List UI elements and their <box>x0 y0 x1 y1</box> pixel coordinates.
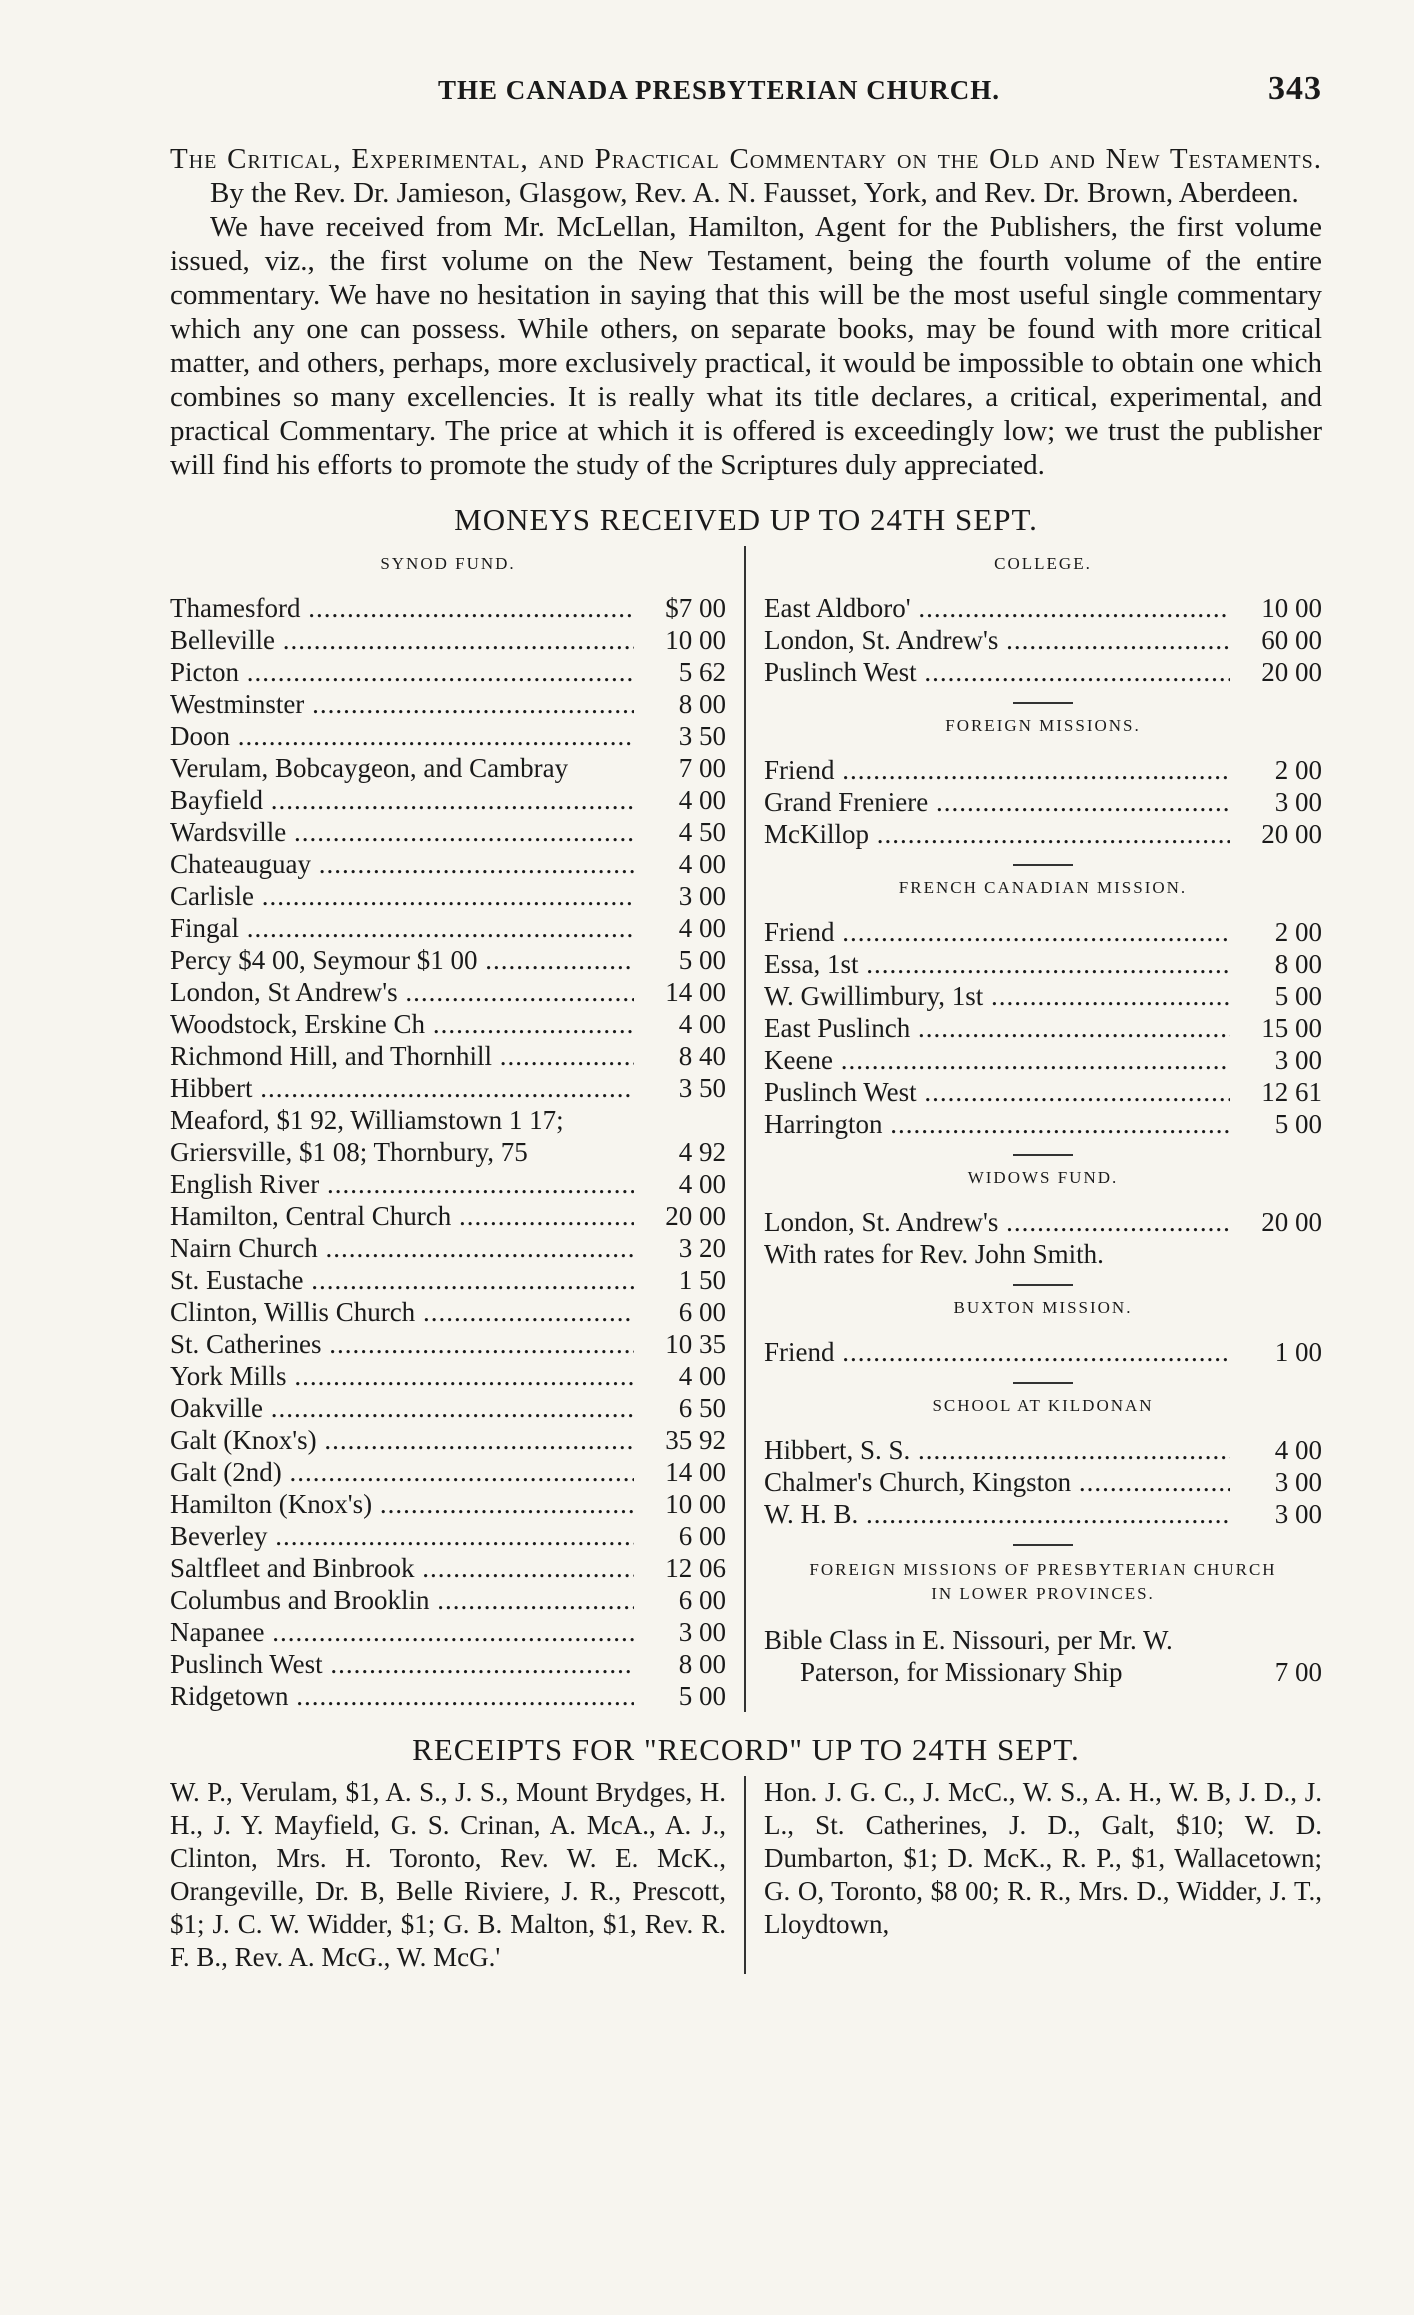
entry-amount: 4 00 <box>678 913 726 943</box>
list-item <box>170 1488 726 1520</box>
entry-name: Galt (2nd) ..... <box>170 1456 634 1488</box>
foreign-missions-list <box>764 754 1322 850</box>
entry-name: Richmond Hill, and Thornhill ..... <box>170 1040 634 1072</box>
entry-amount: 7 00 <box>1274 1657 1322 1687</box>
list-item <box>170 624 726 656</box>
entry-amount: 4 00 <box>678 849 726 879</box>
list-item <box>764 1434 1322 1466</box>
divider <box>1013 1382 1073 1384</box>
entry-name: Keene ..... <box>764 1044 1230 1076</box>
review-body: We have received from Mr. McLellan, Hamilton, Agent for the Publishers, the first volume issued, viz., the first volume on the New Testament, being the fourth volume of the entire commentary. We have no hesitation in saying that this will be the most useful single commentary which any one can possess. While others, on separate books, may be found with more critical matter, and others, perhaps, more exclusively practical, it would be impossible to obtain one which combines so many excellencies. It is really what its title declares, a critical, experimental, and practical Commentary. The price at which it is offered is exceedingly low; we trust the publisher will find his efforts to promote the study of the Scriptures duly appreciated. <box>170 211 1322 481</box>
foreign-missions-label: FOREIGN MISSIONS. <box>945 716 1141 735</box>
buxton-mission-label: BUXTON MISSION. <box>953 1298 1133 1317</box>
entry-amount: 6 50 <box>678 1393 726 1423</box>
divider <box>1013 702 1073 704</box>
review-heading <box>170 142 1322 210</box>
list-item <box>764 624 1322 656</box>
entry-amount: 5 00 <box>1274 1109 1322 1139</box>
entry-name: London, St. Andrew's ..... <box>764 624 1230 656</box>
entry-amount: 6 00 <box>678 1585 726 1615</box>
list-item <box>170 1040 726 1072</box>
entry-name: London, St. Andrew's ..... <box>764 1206 1230 1238</box>
list-item <box>764 980 1322 1012</box>
entry-amount: 14 00 <box>665 1457 726 1487</box>
entry-name: Puslinch West ..... <box>764 656 1230 688</box>
page-number: 343 <box>1268 70 1322 107</box>
review-title: The Critical, Experimental, and Practical Commentary on the Old and New Testaments. <box>170 143 1322 175</box>
bible-class-entry <box>764 1624 1322 1688</box>
entry-amount: 4 92 <box>678 1137 726 1167</box>
entry-name: Meaford, $1 92, Williamstown 1 17; Griersville, $1 08; Thornbury, 75 <box>170 1105 564 1167</box>
entry-amount: 3 00 <box>1274 1499 1322 1529</box>
list-item <box>170 1648 726 1680</box>
entry-amount: $7 00 <box>665 593 726 623</box>
entry-name: London, St Andrew's ..... <box>170 976 634 1008</box>
list-item <box>170 1360 726 1392</box>
list-item <box>170 1616 726 1648</box>
entry-name: Bayfield ..... <box>170 784 634 816</box>
entry-amount: 10 00 <box>665 625 726 655</box>
entry-amount: 4 00 <box>678 1169 726 1199</box>
receipts-columns <box>170 1776 1322 1974</box>
divider <box>1013 1544 1073 1546</box>
entry-amount: 12 06 <box>665 1553 726 1583</box>
school-kildonan-label: SCHOOL AT KILDONAN <box>932 1396 1154 1415</box>
entry-amount: 3 00 <box>1274 1045 1322 1075</box>
running-title: THE CANADA PRESBYTERIAN CHURCH. <box>437 75 1001 105</box>
entry-amount: 3 20 <box>678 1233 726 1263</box>
widows-fund-list <box>764 1206 1322 1238</box>
college-list <box>764 592 1322 688</box>
book-review <box>170 142 1322 482</box>
synod-fund-label: SYNOD FUND. <box>380 554 516 573</box>
entry-amount: 4 00 <box>1274 1435 1322 1465</box>
entry-amount: 20 00 <box>1261 1207 1322 1237</box>
buxton-mission-list <box>764 1336 1322 1368</box>
entry-amount: 1 50 <box>678 1265 726 1295</box>
entry-amount: 5 00 <box>678 945 726 975</box>
college-label: COLLEGE. <box>994 554 1092 573</box>
entry-name: East Puslinch ..... <box>764 1012 1230 1044</box>
entry-name: Carlisle ..... <box>170 880 634 912</box>
list-item <box>764 1206 1322 1238</box>
entry-amount: 3 00 <box>678 881 726 911</box>
list-item <box>764 1108 1322 1140</box>
entry-amount: 7 00 <box>678 753 726 783</box>
entry-amount: 14 00 <box>665 977 726 1007</box>
entry-amount: 3 50 <box>678 721 726 751</box>
french-canadian-mission-label: FRENCH CANADIAN MISSION. <box>898 878 1188 897</box>
entry-amount: 5 00 <box>1274 981 1322 1011</box>
list-item <box>170 816 726 848</box>
entry-name: McKillop ..... <box>764 818 1230 850</box>
list-item <box>170 1392 726 1424</box>
entry-name: Hibbert ..... <box>170 1072 634 1104</box>
entry-amount: 3 00 <box>1274 787 1322 817</box>
entry-name: Picton ..... <box>170 656 634 688</box>
entry-name: Wardsville ..... <box>170 816 634 848</box>
entry-name: Westminster ..... <box>170 688 634 720</box>
entry-amount: 1 00 <box>1274 1337 1322 1367</box>
entry-name: Bible Class in E. Nissouri, per Mr. W. Paterson, for Missionary Ship <box>764 1625 1173 1687</box>
entry-amount: 3 50 <box>678 1073 726 1103</box>
list-item <box>170 784 726 816</box>
entry-name: Clinton, Willis Church ..... <box>170 1296 634 1328</box>
entry-name: Grand Freniere ..... <box>764 786 1230 818</box>
list-item <box>170 592 726 624</box>
list-item <box>170 1424 726 1456</box>
list-item <box>764 818 1322 850</box>
foreign-missions-lower-label-line1: FOREIGN MISSIONS OF PRESBYTERIAN CHURCH <box>809 1560 1277 1579</box>
list-item <box>170 944 726 976</box>
entry-name: Oakville ..... <box>170 1392 634 1424</box>
list-item <box>170 912 726 944</box>
moneys-left-column <box>170 546 746 1712</box>
list-item <box>764 786 1322 818</box>
receipts-left: W. P., Verulam, $1, A. S., J. S., Mount Brydges, H. H., J. Y. Mayfield, G. S. Crinan, A. McA., A. J., Clinton, Mrs. H. Toronto, Rev. W. E. McK., Orangeville, Dr. B, Belle Riviere, J. R., Prescott, $1; J. C. W. Widder, $1; G. B. Malton, $1, Rev. R. F. B., Rev. A. McG., W. McG.' <box>170 1776 746 1974</box>
entry-amount: 20 00 <box>1261 819 1322 849</box>
entry-name: Friend ..... <box>764 1336 1230 1368</box>
entry-amount: 4 00 <box>678 1009 726 1039</box>
widows-fund-label: WIDOWS FUND. <box>967 1168 1119 1187</box>
list-item <box>764 1498 1322 1530</box>
receipts-title: RECEIPTS FOR "RECORD" UP TO 24TH SEPT. <box>412 1732 1080 1767</box>
list-item <box>170 1232 726 1264</box>
entry-name: York Mills ..... <box>170 1360 634 1392</box>
list-item <box>170 1456 726 1488</box>
entry-name: Galt (Knox's) ..... <box>170 1424 634 1456</box>
entry-amount: 3 00 <box>1274 1467 1322 1497</box>
school-kildonan-list <box>764 1434 1322 1530</box>
list-item <box>170 752 726 784</box>
divider <box>1013 864 1073 866</box>
entry-name: Hibbert, S. S. ..... <box>764 1434 1230 1466</box>
list-item <box>170 656 726 688</box>
entry-amount: 6 00 <box>678 1521 726 1551</box>
list-item <box>170 976 726 1008</box>
page <box>170 70 1322 1974</box>
moneys-columns <box>170 546 1322 1712</box>
list-item <box>170 1296 726 1328</box>
synod-fund-list <box>170 592 726 1712</box>
list-item <box>764 656 1322 688</box>
entry-amount: 15 00 <box>1261 1013 1322 1043</box>
list-item <box>170 1680 726 1712</box>
entry-name: Essa, 1st ..... <box>764 948 1230 980</box>
entry-amount: 4 00 <box>678 1361 726 1391</box>
list-item <box>170 880 726 912</box>
entry-name: W. H. B. ..... <box>764 1498 1230 1530</box>
divider <box>1013 1284 1073 1286</box>
list-item <box>170 1072 726 1104</box>
entry-name: Doon ..... <box>170 720 634 752</box>
entry-name: Chateauguay ..... <box>170 848 634 880</box>
entry-name: Beverley ..... <box>170 1520 634 1552</box>
list-item <box>170 1264 726 1296</box>
moneys-right-column <box>746 546 1322 1712</box>
entry-name: Puslinch West ..... <box>170 1648 634 1680</box>
entry-name: Napanee ..... <box>170 1616 634 1648</box>
list-item <box>764 592 1322 624</box>
list-item <box>170 1200 726 1232</box>
entry-amount: 10 35 <box>665 1329 726 1359</box>
list-item <box>764 1076 1322 1108</box>
entry-amount: 2 00 <box>1274 755 1322 785</box>
foreign-missions-lower-label <box>764 1558 1322 1606</box>
entry-amount: 8 40 <box>678 1041 726 1071</box>
entry-name: St. Catherines ..... <box>170 1328 634 1360</box>
list-item <box>170 848 726 880</box>
entry-name: Friend ..... <box>764 916 1230 948</box>
list-item <box>764 1012 1322 1044</box>
receipts-right: Hon. J. G. C., J. McC., W. S., A. H., W. B, J. D., J. L., St. Catherines, J. D., Galt, $10; W. D. Dumbarton, $1; D. McK., R. P., $1, Wallacetown; G. O, Toronto, $8 00; R. R., Mrs. D., Widder, J. T., Lloydtown, <box>764 1777 1322 1939</box>
list-item <box>170 1008 726 1040</box>
entry-amount: 35 92 <box>665 1425 726 1455</box>
entry-name: Fingal ..... <box>170 912 634 944</box>
entry-name: Verulam, Bobcaygeon, and Cambray <box>170 753 569 783</box>
entry-name: Harrington ..... <box>764 1108 1230 1140</box>
entry-name: Chalmer's Church, Kingston ..... <box>764 1466 1230 1498</box>
entry-amount: 8 00 <box>678 1649 726 1679</box>
entry-name: Saltfleet and Binbrook ..... <box>170 1552 634 1584</box>
entry-name: English River ..... <box>170 1168 634 1200</box>
entry-name: Hamilton, Central Church ..... <box>170 1200 634 1232</box>
entry-name: Woodstock, Erskine Ch ..... <box>170 1008 634 1040</box>
entry-amount: 5 62 <box>678 657 726 687</box>
list-item <box>764 1044 1322 1076</box>
moneys-title: MONEYS RECEIVED UP TO 24TH SEPT. <box>454 502 1038 537</box>
list-item <box>170 1104 726 1168</box>
review-authors: By the Rev. Dr. Jamieson, Glasgow, Rev. A. N. Fausset, York, and Rev. Dr. Brown, Aberdeen. <box>210 177 1299 209</box>
list-item <box>170 720 726 752</box>
entry-name: Hamilton (Knox's) ..... <box>170 1488 634 1520</box>
list-item <box>170 688 726 720</box>
entry-name: Thamesford ..... <box>170 592 634 624</box>
entry-name: Percy $4 00, Seymour $1 00 ..... <box>170 944 634 976</box>
list-item <box>170 1168 726 1200</box>
entry-amount: 10 00 <box>665 1489 726 1519</box>
list-item <box>764 1466 1322 1498</box>
entry-amount: 3 00 <box>678 1617 726 1647</box>
widows-fund-note: With rates for Rev. John Smith. <box>764 1239 1104 1269</box>
entry-amount: 60 00 <box>1261 625 1322 655</box>
running-head <box>170 70 1322 118</box>
list-item <box>170 1328 726 1360</box>
list-item <box>764 948 1322 980</box>
entry-amount: 5 00 <box>678 1681 726 1711</box>
entry-amount: 4 00 <box>678 785 726 815</box>
entry-name: Belleville ..... <box>170 624 634 656</box>
entry-name: Columbus and Brooklin ..... <box>170 1584 634 1616</box>
entry-amount: 20 00 <box>665 1201 726 1231</box>
list-item <box>170 1584 726 1616</box>
entry-name: St. Eustache ..... <box>170 1264 634 1296</box>
list-item <box>170 1520 726 1552</box>
entry-name: Puslinch West ..... <box>764 1076 1230 1108</box>
entry-name: W. Gwillimbury, 1st ..... <box>764 980 1230 1012</box>
entry-name: Ridgetown ..... <box>170 1680 634 1712</box>
entry-amount: 2 00 <box>1274 917 1322 947</box>
list-item <box>170 1552 726 1584</box>
entry-amount: 10 00 <box>1261 593 1322 623</box>
divider <box>1013 1154 1073 1156</box>
entry-name: Nairn Church ..... <box>170 1232 634 1264</box>
foreign-missions-lower-label-line2: IN LOWER PROVINCES. <box>931 1584 1155 1603</box>
entry-amount: 20 00 <box>1261 657 1322 687</box>
entry-amount: 4 50 <box>678 817 726 847</box>
list-item <box>764 916 1322 948</box>
entry-amount: 8 00 <box>1274 949 1322 979</box>
list-item <box>764 754 1322 786</box>
entry-name: Friend ..... <box>764 754 1230 786</box>
french-canadian-mission-list <box>764 916 1322 1140</box>
entry-name: East Aldboro' ..... <box>764 592 1230 624</box>
entry-amount: 6 00 <box>678 1297 726 1327</box>
entry-amount: 12 61 <box>1261 1077 1322 1107</box>
list-item <box>764 1336 1322 1368</box>
entry-amount: 8 00 <box>678 689 726 719</box>
